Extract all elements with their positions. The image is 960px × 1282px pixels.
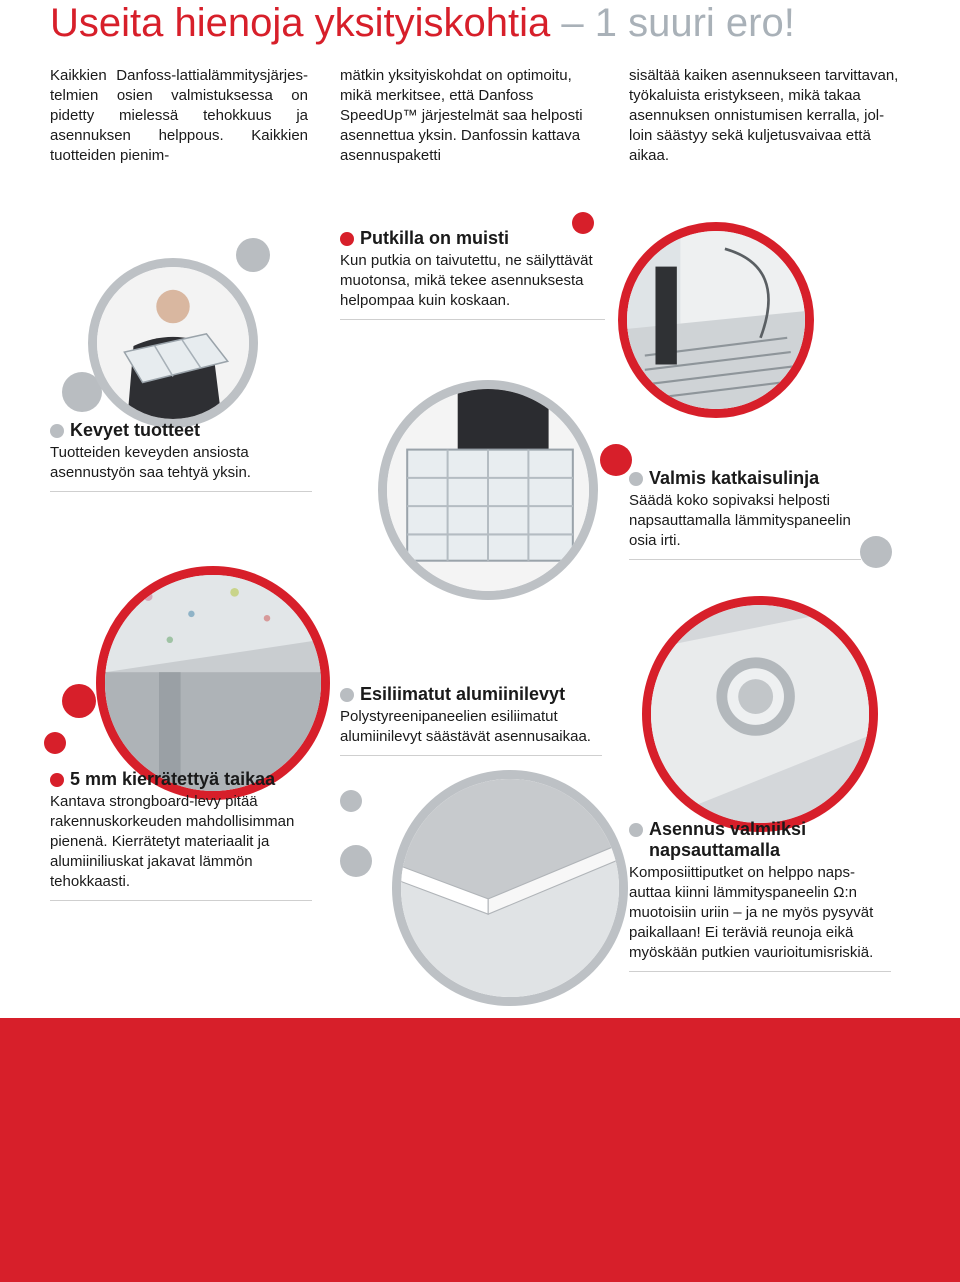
feature-pre-glued-aluminium — [340, 684, 602, 756]
title-accent: – 1 suuri ero! — [561, 1, 795, 45]
photo-carrying-panels — [378, 380, 598, 600]
bullet-dot — [340, 232, 354, 246]
bullet-dot — [50, 424, 64, 438]
decor-ball — [340, 845, 372, 877]
footer-band — [0, 1018, 960, 1282]
feature-pipe-memory — [340, 228, 605, 320]
photo-strongboard — [96, 566, 330, 800]
feature-heading: Valmis katkaisulinja — [649, 468, 820, 488]
feature-text: Polystyreenipaneelien esiliimatut alumiinilevyt säästävät asennusaikaa. — [340, 708, 591, 745]
feature-text: Säädä koko sopivaksi helposti napsauttamalla lämmityspaneelin osia irti. — [629, 492, 851, 549]
photo-pipe-floor — [618, 222, 814, 418]
feature-text: Kun putkia on taivutettu, ne säilyttävät muotonsa, mikä tekee asennuksesta helpompaa kuin koskaan. — [340, 252, 593, 309]
decor-ball — [600, 444, 632, 476]
divider — [50, 900, 312, 901]
bullet-dot — [629, 472, 643, 486]
photo-pipe-in-groove — [642, 596, 878, 832]
feature-heading: Kevyet tuotteet — [70, 420, 201, 440]
divider — [340, 319, 605, 320]
intro-column-2: mätkin yksityiskohdat on optimoitu, mikä merkitsee, että Danfoss SpeedUp™ järjestelmät saa helposti asennettua yksin. Danfossin kattava asennuspaketti — [340, 67, 583, 164]
photo-aluminium-panel — [392, 770, 628, 1006]
decor-ball — [236, 238, 270, 272]
intro-column-1: Kaikkien Danfoss-lattialämmitysjärjestelmien osien valmistuksessa on pidetty mielessä tehokkuus ja asennuksen helppous. Kaikkien tuotteiden pienim- — [50, 67, 308, 164]
decor-ball — [62, 684, 96, 718]
photo-installer-with-panel — [88, 258, 258, 428]
feature-cut-line — [629, 468, 861, 560]
feature-recycled-board — [50, 769, 312, 901]
decor-ball — [860, 536, 892, 568]
divider — [340, 755, 602, 756]
bullet-dot — [50, 773, 64, 787]
intro-column-3: sisältää kaiken asennukseen tarvittavan, työkaluista eristykseen, mikä takaa asennuksen onnistumisen kerralla, jolloin säästyy sekä kuljetusvaivaa että aikaa. — [629, 67, 899, 164]
feature-heading: Asennus valmiiksi napsauttamalla — [649, 819, 807, 860]
feature-heading: Putkilla on muisti — [360, 228, 510, 248]
feature-text: Komposiittiputket on helppo napsauttaa kiinni lämmityspaneelin Ω:n muotoisiin uriin – ja ne myös pysyvät paikallaan! Ei teräviä reunoja eikä myöskään putkien vaurioitumisriskiä. — [629, 864, 874, 961]
feature-text: Tuotteiden keveyden ansiosta asennustyön saa tehtyä yksin. — [50, 444, 251, 481]
bullet-dot — [629, 823, 643, 837]
divider — [50, 491, 312, 492]
feature-snap-installation — [629, 819, 891, 972]
feature-text: Kantava strongboard-levy pitää rakennuskorkeuden mahdollisimman pienenä. Kierrätetyt materiaalit ja alumiiniliuskat jakavat lämmön tehokkaasti. — [50, 793, 295, 890]
title-main: Useita hienoja yksityiskohtia — [50, 1, 551, 45]
feature-heading: 5 mm kierrätettyä taikaa — [70, 769, 276, 789]
decor-ball — [44, 732, 66, 754]
feature-light-products — [50, 420, 312, 492]
page-title — [50, 0, 795, 46]
divider — [629, 971, 891, 972]
feature-heading: Esiliimatut alumiinilevyt — [360, 684, 566, 704]
bullet-dot — [340, 688, 354, 702]
divider — [629, 559, 861, 560]
decor-ball — [340, 790, 362, 812]
